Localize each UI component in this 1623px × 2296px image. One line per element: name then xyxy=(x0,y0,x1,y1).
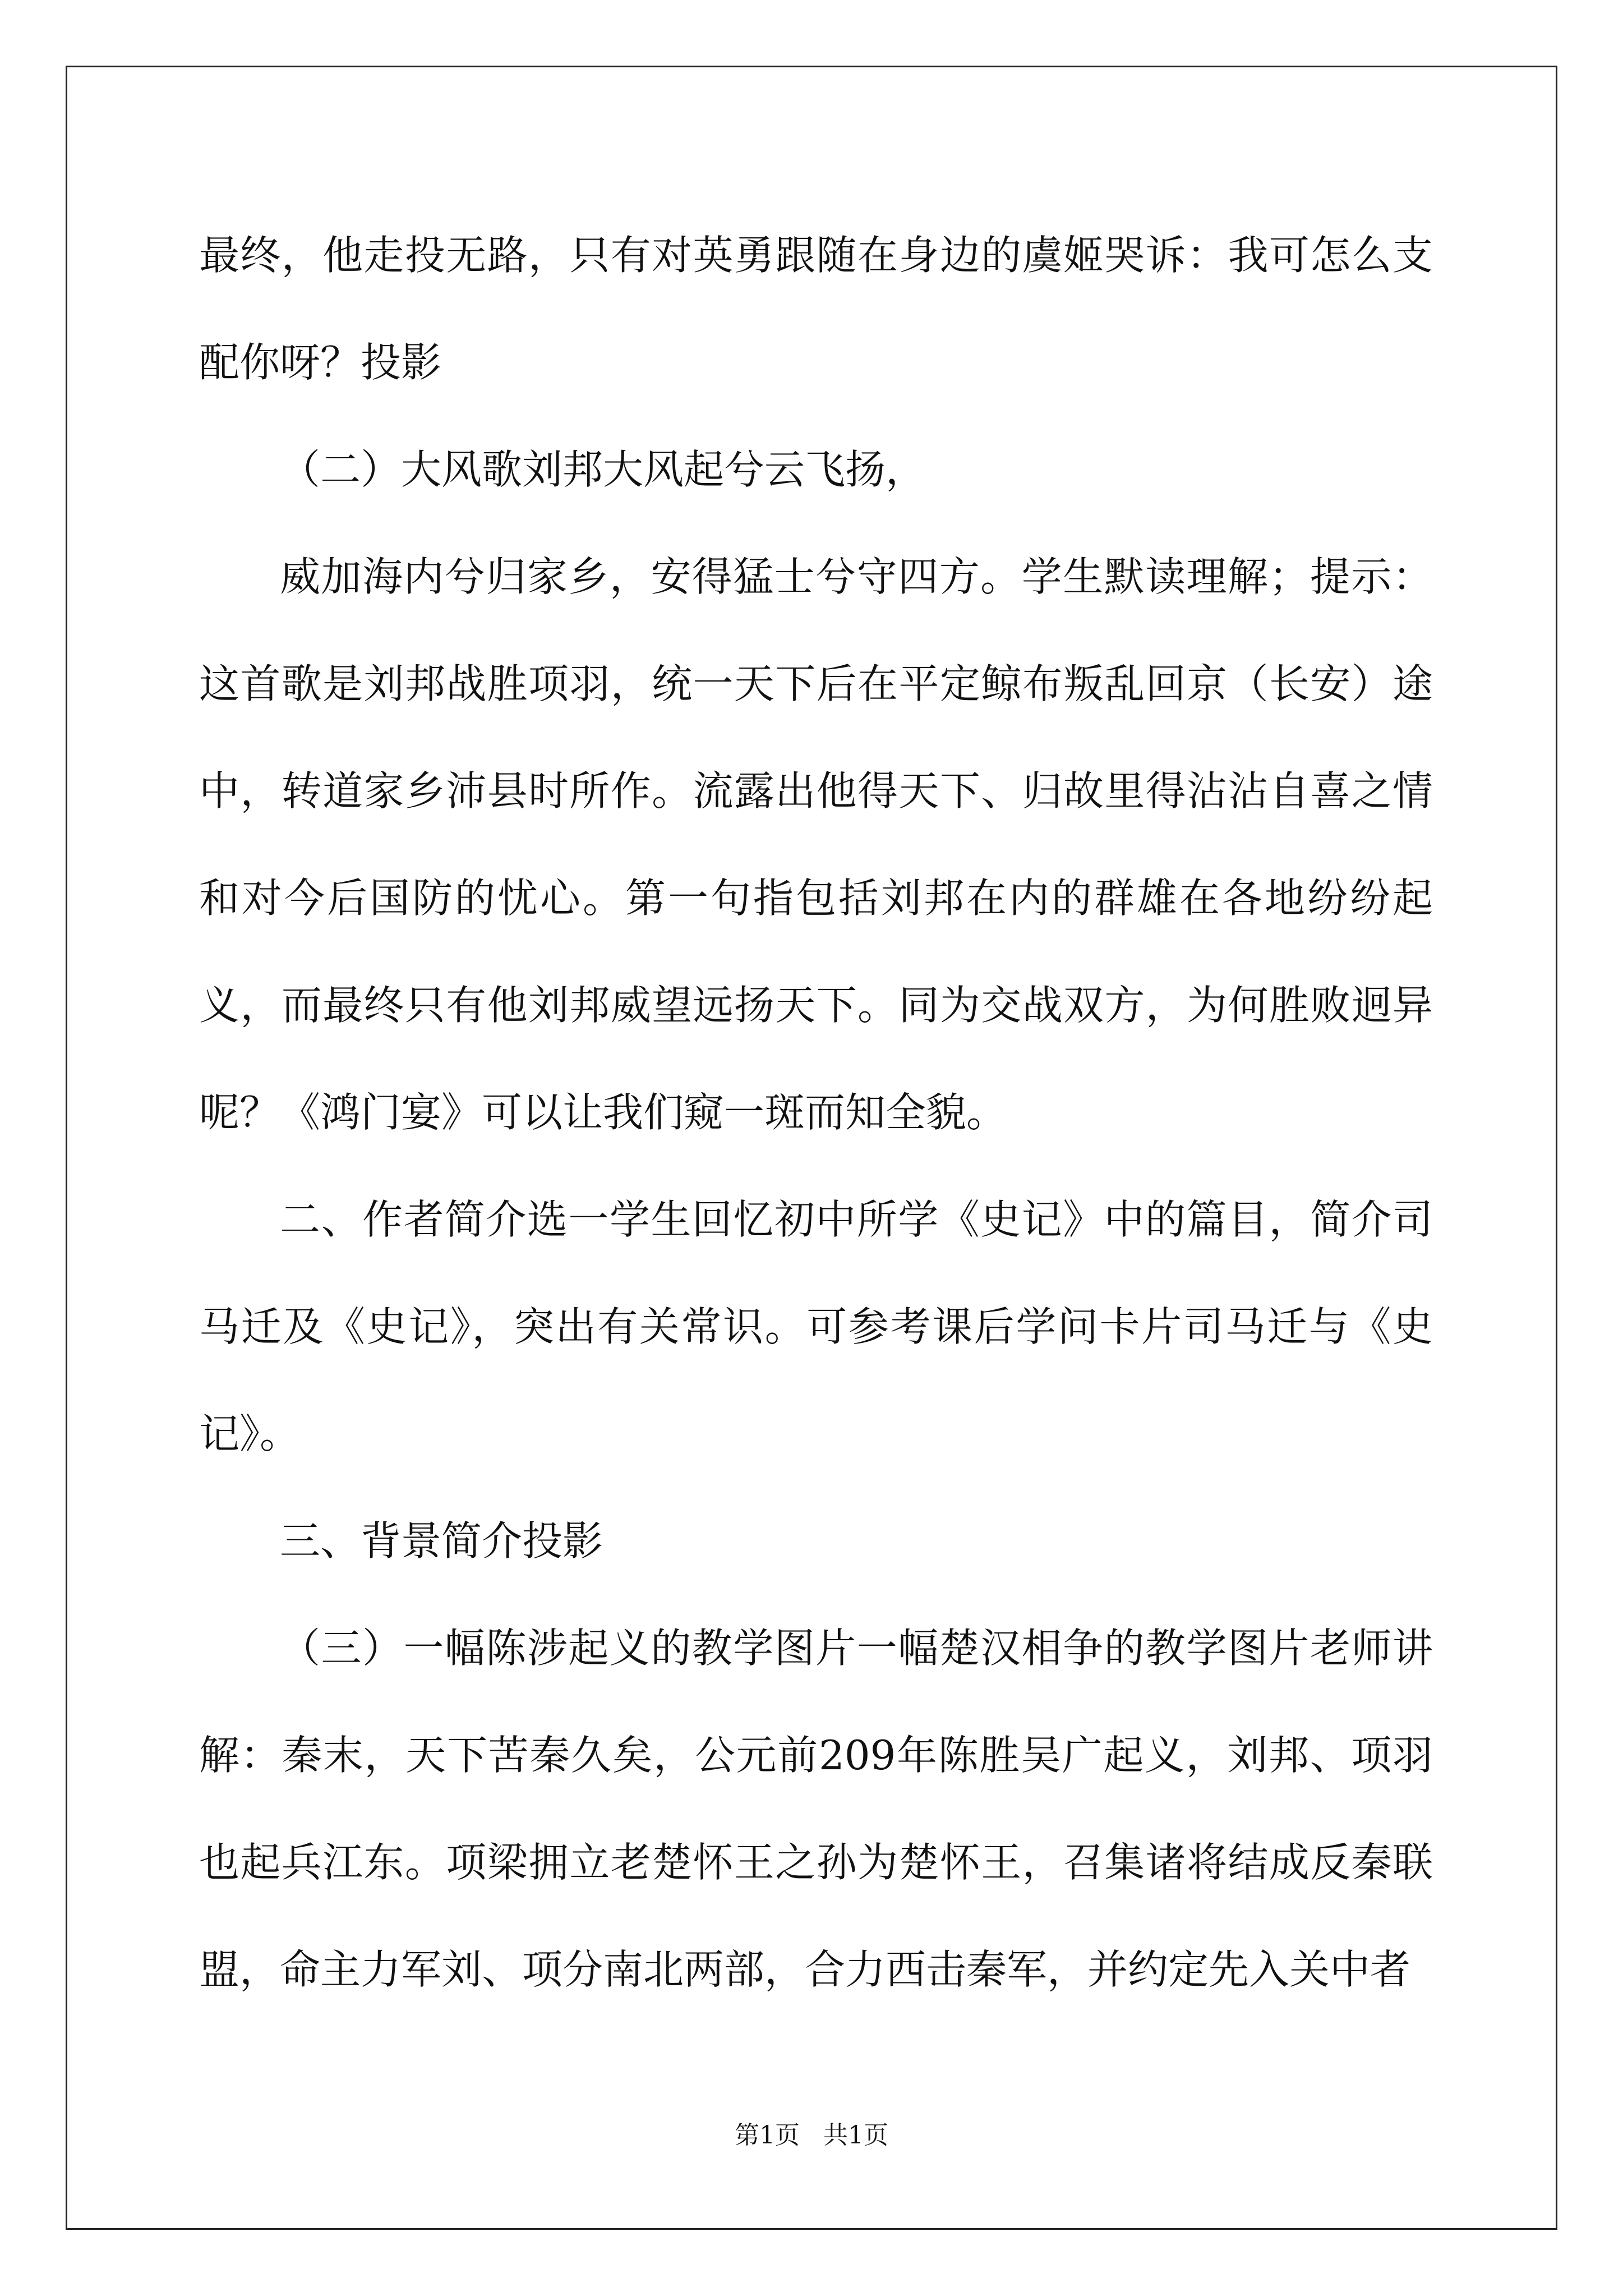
paragraph: 三、背景简介投影 xyxy=(280,1517,603,1565)
paragraph: （二）大风歌刘邦大风起兮云飞扬， xyxy=(280,446,926,493)
paragraph: 威加海内兮归家乡，安得猛士兮守四方。学生默读理解；提示：这首歌是刘邦战胜项羽，统一天下后在平定鲸布叛乱回京（长安）途中，转道家乡沛县时所作。流露出他得天下、归故里得沾沾自喜之情和对今后国防的忧心。第一句指包括刘邦在内的群雄在各地纷纷起义，而最终只有他刘邦威望远扬天下。同为交战双方，为何胜败迥异呢？《鸿门宴》可以让我们窥一斑而知全貌。 xyxy=(199,553,1433,1136)
page-footer: 第1页 共1页 xyxy=(735,2121,888,2150)
document-body xyxy=(199,202,1433,2023)
paragraph: 最终，他走投无路，只有对英勇跟随在身边的虞姬哭诉：我可怎么支配你呀？投影 xyxy=(199,232,1433,386)
paragraph: （三）一幅陈涉起义的教学图片一幅楚汉相争的教学图片老师讲解：秦末，天下苦秦久矣，公元前209年陈胜吴广起义，刘邦、项羽也起兵江东。项梁拥立老楚怀王之孙为楚怀王，召集诸将结成反秦联盟，命主力军刘、项分南北两部，合力西击秦军，并约定先入关中者 xyxy=(199,1625,1433,1993)
paragraph: 二、作者简介选一学生回忆初中所学《史记》中的篇目，简介司马迁及《史记》，突出有关常识。可参考课后学问卡片司马迁与《史记》。 xyxy=(199,1196,1433,1457)
